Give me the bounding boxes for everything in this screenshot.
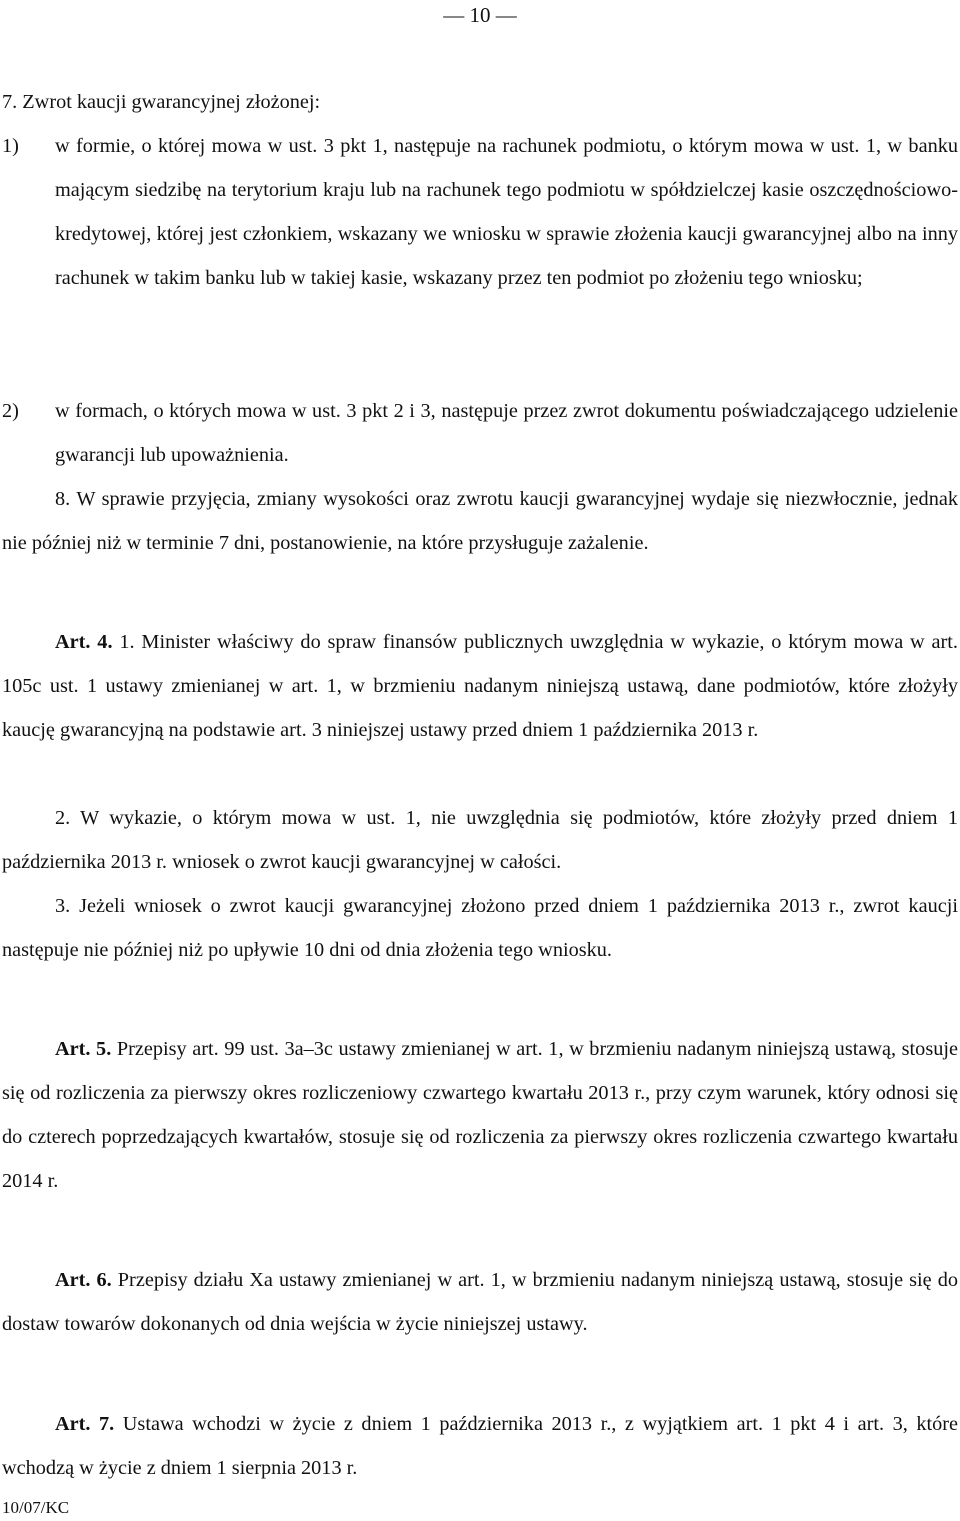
art-4-paragraph-3: 3. Jeżeli wniosek o zwrot kaucji gwarancyjnej złożono przed dniem 1 października 2013 r., zwrot kaucji następuje nie później niż po upływie 10 dni od dnia złożenia tego wniosku. xyxy=(2,895,958,961)
item-1-text: w formie, o której mowa w ust. 3 pkt 1, następuje na rachunek podmiotu, o którym mowa w ust. 1, w banku mającym siedzibę na terytorium kraju lub na rachunek tego podmiotu w spółdzielczej kasie oszczędnościowo-kredytowej, której jest członkiem, wskazany we wniosku w sprawie złożenia kaucji gwarancyjnej albo na inny rachunek w takim banku lub w takiej kasie, wskazany przez ten podmiot po złożeniu tego wniosku; xyxy=(55,135,958,289)
section-8-text: 8. W sprawie przyjęcia, zmiany wysokości oraz zwrotu kaucji gwarancyjnej wydaje się niezwłocznie, jednak nie później niż w terminie 7 dni, postanowienie, na które przysługuje zażalenie. xyxy=(2,488,958,554)
footer-code: 10/07/KC xyxy=(2,1498,70,1517)
art-4-paragraph-1 xyxy=(2,620,958,752)
page-number: — 10 — xyxy=(443,3,517,27)
art-5-text: Przepisy art. 99 ust. 3a–3c ustawy zmienianej w art. 1, w brzmieniu nadanym niniejszą ustawą, stosuje się od rozliczenia za pierwszy okres rozliczeniowy czwartego kwartału 2013 r., przy czym warunek, który odnosi się do czterech poprzedzających kwartałów, stosuje się od rozliczenia za pierwszy okres rozliczenia czwartego kwartału 2014 r. xyxy=(2,1038,958,1192)
art-6-text: Przepisy działu Xa ustawy zmienianej w art. 1, w brzmieniu nadanym niniejszą ustawą, stosuje się do dostaw towarów dokonanych od dnia wejścia w życie niniejszej ustawy. xyxy=(2,1269,958,1335)
art-4-paragraph-2: 2. W wykazie, o którym mowa w ust. 1, nie uwzględnia się podmiotów, które złożyły przed dniem 1 października 2013 r. wniosek o zwrot kaucji gwarancyjnej w całości. xyxy=(2,807,958,873)
item-2-number: 2) xyxy=(2,400,19,422)
item-1-number: 1) xyxy=(2,135,19,157)
art-7-text: Ustawa wchodzi w życie z dniem 1 października 2013 r., z wyjątkiem art. 1 pkt 4 i art. 3, które wchodzą w życie z dniem 1 sierpnia 2013 r. xyxy=(2,1413,958,1479)
art-6-label: Art. 6. xyxy=(55,1269,112,1291)
art-7-label: Art. 7. xyxy=(55,1413,115,1435)
art-5-label: Art. 5. xyxy=(55,1038,112,1060)
art-5-paragraph xyxy=(2,1027,958,1203)
art-7-paragraph xyxy=(2,1402,958,1490)
item-2-text: w formach, o których mowa w ust. 3 pkt 2 i 3, następuje przez zwrot dokumentu poświadczającego udzielenie gwarancji lub upoważnienia. xyxy=(55,400,958,466)
art-6-paragraph xyxy=(2,1258,958,1346)
art-4-p1-text: 1. Minister właściwy do spraw finansów publicznych uwzględnia w wykazie, o którym mowa w art. 105c ust. 1 ustawy zmienianej w art. 1, w brzmieniu nadanym niniejszą ustawą, dane podmiotów, które złożyły kaucję gwarancyjną na podstawie art. 3 niniejszej ustawy przed dniem 1 października 2013 r. xyxy=(2,631,958,741)
section-7-heading: 7. Zwrot kaucji gwarancyjnej złożonej: xyxy=(2,91,321,113)
art-4-label: Art. 4. xyxy=(55,631,113,653)
